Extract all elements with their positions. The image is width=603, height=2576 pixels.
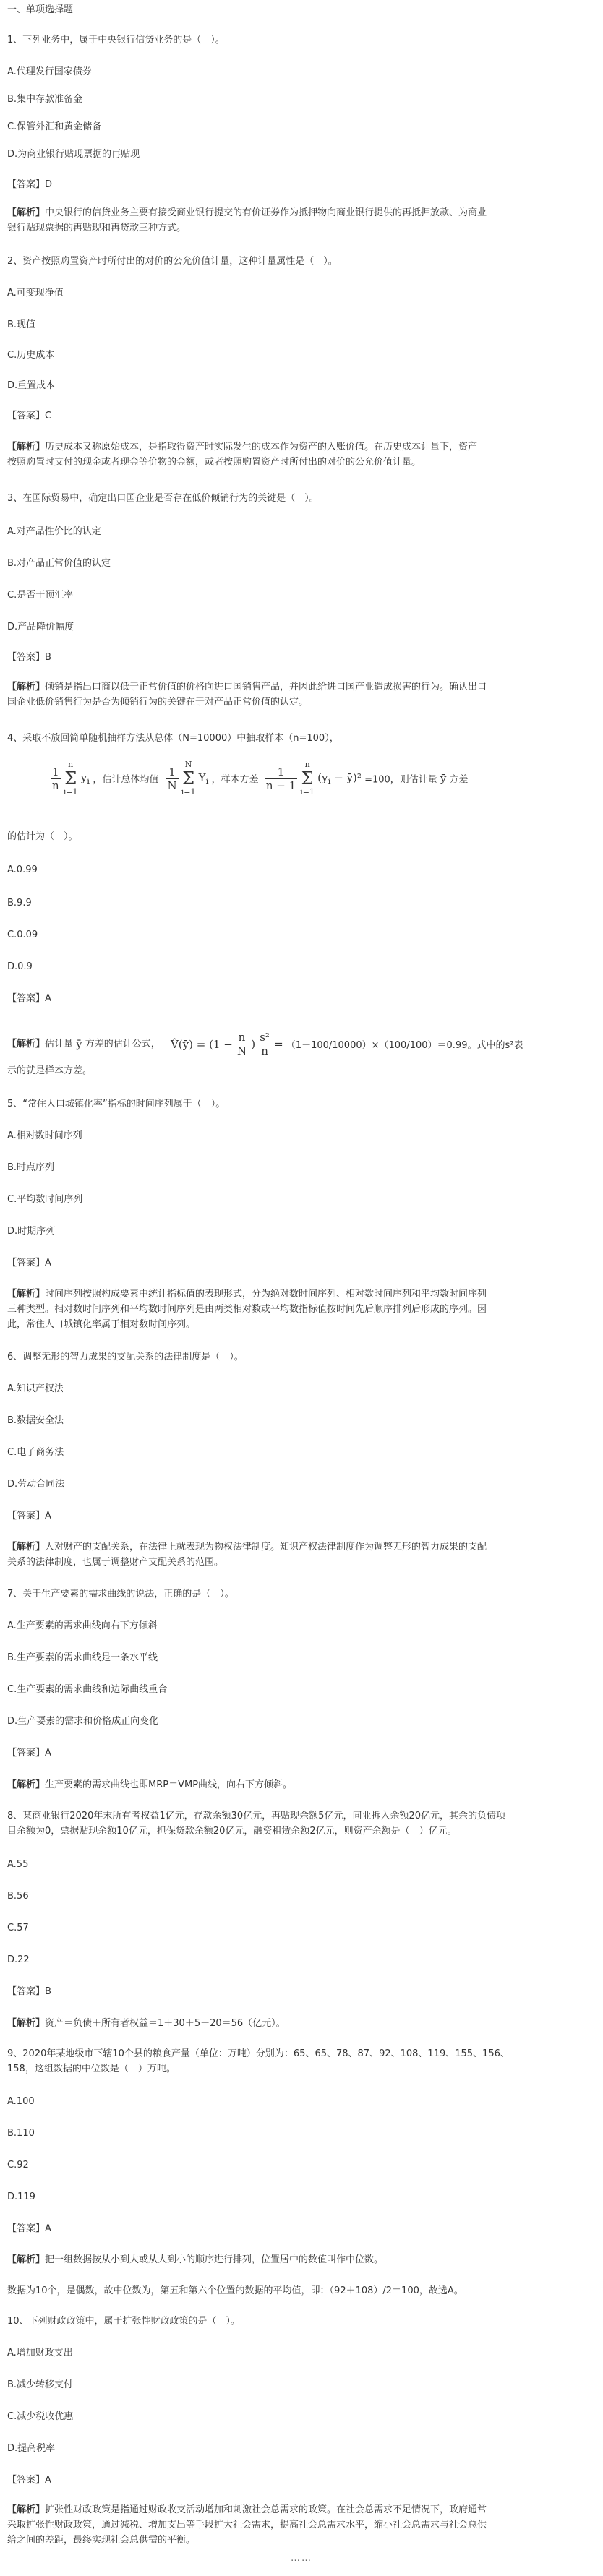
question-5-option-c: C.平均数时间序列 bbox=[7, 1194, 83, 1205]
analysis-text: 历史成本又称原始成本，是指取得资产时实际发生的成本作为资产的入账价值。在历史成本计量下，资产 bbox=[45, 442, 478, 452]
question-6-option-d: D.劳动合同法 bbox=[7, 1479, 65, 1490]
analysis-text: 把一组数据按从小到大或从大到小的顺序进行排列，位置居中的数值叫作中位数。 bbox=[45, 2254, 384, 2265]
sigma-sum: N Σ i=1 bbox=[181, 760, 196, 797]
question-9-analysis-cont: 数据为10个，是偶数，故中位数为，第五和第六个位置的数据的平均值，即：（92＋108）/2＝100，故选A。 bbox=[7, 2285, 463, 2296]
question-1-stem: 1、下列业务中，属于中央银行信贷业务的是（ ）。 bbox=[7, 35, 225, 46]
analysis-tag: 【解析】 bbox=[7, 1289, 46, 1300]
question-1-option-c: C.保管外汇和黄金储备 bbox=[7, 121, 102, 132]
analysis-tag: 【解析】 bbox=[7, 682, 46, 692]
section-title: 一、单项选择题 bbox=[7, 4, 74, 15]
question-10-option-c: C.减少税收优惠 bbox=[7, 2411, 74, 2422]
question-6-option-c: C.电子商务法 bbox=[7, 1447, 64, 1458]
question-9-option-d: D.119 bbox=[7, 2191, 35, 2202]
analysis-tag: 【解析】 bbox=[7, 2018, 46, 2029]
formula-text-3: =100，则估计量 bbox=[364, 774, 437, 786]
question-1-option-a: A.代理发行国家债券 bbox=[7, 66, 92, 77]
question-1-analysis bbox=[7, 206, 596, 220]
question-9-option-b: B.110 bbox=[7, 2128, 35, 2139]
question-10-analysis bbox=[7, 2503, 596, 2517]
analysis-tag: 【解析】 bbox=[7, 1542, 46, 1553]
question-3-stem: 3、在国际贸易中，确定出口国企业是否存在低价倾销行为的关键是（ ）。 bbox=[7, 493, 319, 504]
question-6-option-a: A.知识产权法 bbox=[7, 1383, 64, 1394]
question-10-analysis-cont: 采取扩张性财政政策，通过减税、增加支出等手段扩大社会需求，提高社会总需求水平，缩小社会总需求与社会总供 bbox=[7, 2520, 487, 2530]
question-4-option-c: C.0.09 bbox=[7, 929, 38, 940]
question-4-answer: 【答案】A bbox=[7, 993, 51, 1004]
analysis-text: 方差的估计公式， bbox=[85, 1039, 161, 1049]
formula-text-2: ，样本方差 bbox=[211, 774, 259, 786]
question-4-analysis-cont: 示的就是样本方差。 bbox=[7, 1065, 93, 1076]
fraction-one-over-n: $\frac{1}{n}$ bbox=[52, 765, 59, 792]
question-2-option-c: C.历史成本 bbox=[7, 350, 55, 361]
question-10-stem: 10、下列财政政策中，属于扩张性财政政策的是（ ）。 bbox=[7, 2316, 241, 2327]
question-4-option-b: B.9.9 bbox=[7, 898, 32, 909]
fraction-one-over-n-minus-1: $\frac{1}{n - 1}$ bbox=[265, 765, 296, 792]
analysis-tag: 【解析】 bbox=[7, 1039, 46, 1049]
question-4-stem-tail: 的估计为（ ）。 bbox=[7, 831, 78, 842]
analysis-text: 人对财产的支配关系，在法律上就表现为物权法律制度。知识产权法律制度作为调整无形的智力成果的支配 bbox=[45, 1542, 487, 1553]
question-3-option-c: C.是否干预汇率 bbox=[7, 590, 74, 601]
question-6-stem: 6、调整无形的智力成果的支配关系的法律制度是（ ）。 bbox=[7, 1352, 244, 1362]
question-10-answer: 【答案】A bbox=[7, 2475, 51, 2486]
question-2-answer: 【答案】C bbox=[7, 411, 52, 421]
question-4-option-a: A.0.99 bbox=[7, 864, 38, 875]
question-10-option-a: A.增加财政支出 bbox=[7, 2348, 73, 2358]
sigma-sum: n Σ i=1 bbox=[300, 760, 315, 797]
question-9-option-a: A.100 bbox=[7, 2096, 35, 2107]
question-4-analysis: 【解析】估计量 ȳ 方差的估计公式， V̂(ȳ) = (1 − $\frac{n}{N}$ ) $\frac{\text{s²}}{n}$ = （1－100/10000）×（100/100）＝0.99。式中的s²表 bbox=[7, 1031, 523, 1057]
question-2-option-d: D.重置成本 bbox=[7, 380, 56, 391]
question-1-option-d: D.为商业银行贴现票据的再贴现 bbox=[7, 149, 140, 160]
question-3-option-a: A.对产品性价比的认定 bbox=[7, 526, 101, 537]
analysis-text: 资产＝负债＋所有者权益＝1＋30＋5＋20＝56（亿元）。 bbox=[45, 2018, 286, 2029]
fraction-s2-over-n: $\frac{\text{s²}}{n}$ bbox=[260, 1031, 270, 1057]
question-8-stem-cont: 目余额为0，票据贴现余额10亿元，担保贷款余额20亿元，融资租赁余额2亿元，则资产余额是（ ）亿元。 bbox=[7, 1826, 457, 1837]
question-6-analysis-cont: 关系的法律制度，也属于调整财产支配关系的范围。 bbox=[7, 1557, 224, 1568]
question-9-option-c: C.92 bbox=[7, 2160, 29, 2171]
question-7-stem: 7、关于生产要素的需求曲线的说法，正确的是（ ）。 bbox=[7, 1589, 234, 1600]
question-6-option-b: B.数据安全法 bbox=[7, 1415, 64, 1426]
question-8-option-a: A.55 bbox=[7, 1859, 29, 1870]
formula-text-4: 方差 bbox=[449, 774, 469, 786]
analysis-tag: 【解析】 bbox=[7, 2504, 46, 2515]
question-7-option-c: C.生产要素的需求曲线和边际曲线重合 bbox=[7, 1684, 168, 1695]
question-9-answer: 【答案】A bbox=[7, 2223, 51, 2234]
question-7-option-a: A.生产要素的需求曲线向右下方倾斜 bbox=[7, 1620, 158, 1631]
question-1-answer: 【答案】D bbox=[7, 179, 53, 190]
question-4-stem: 4、采取不放回简单随机抽样方法从总体（N=10000）中抽取样本（n=100）， bbox=[7, 733, 339, 744]
question-6-answer: 【答案】A bbox=[7, 1511, 51, 1521]
question-7-option-b: B.生产要素的需求曲线是一条水平线 bbox=[7, 1652, 158, 1663]
question-5-answer: 【答案】A bbox=[7, 1258, 51, 1268]
fraction-one-over-N: $\frac{1}{N}$ bbox=[167, 765, 177, 792]
question-4-option-d: D.0.9 bbox=[7, 961, 33, 972]
question-1-option-b: B.集中存款准备金 bbox=[7, 94, 83, 105]
question-8-analysis bbox=[7, 2017, 596, 2031]
question-4-formula: $\frac{1}{n}$ n Σ i=1 $y_i$ ，估计总体均值 $\frac{1}{N}$ N Σ i=1 $Y_i$ ，样本方差 $\frac{1}{n - 1}$ n Σ i=1 ($y_i$ − ȳ)² =100，则估计量 ȳ 方差 bbox=[52, 760, 469, 797]
question-5-analysis-cont: 三种类型。相对数时间序列和平均数时间序列是由两类相对数或平均数指标值按时间先后顺序排列后形成的序列。因 bbox=[7, 1304, 487, 1315]
analysis-text: 估计量 bbox=[45, 1039, 74, 1049]
question-7-answer: 【答案】A bbox=[7, 1748, 51, 1759]
question-10-option-d: D.提高税率 bbox=[7, 2443, 56, 2454]
analysis-tag: 【解析】 bbox=[7, 2254, 46, 2265]
question-9-analysis bbox=[7, 2253, 596, 2267]
question-7-option-d: D.生产要素的需求和价格成正向变化 bbox=[7, 1716, 159, 1727]
question-3-analysis bbox=[7, 680, 596, 695]
question-3-option-b: B.对产品正常价值的认定 bbox=[7, 558, 111, 569]
question-1-analysis-cont: 银行贴现票据的再贴现和再贷款三种方式。 bbox=[7, 223, 187, 233]
question-8-option-b: B.56 bbox=[7, 1891, 29, 1902]
question-5-option-a: A.相对数时间序列 bbox=[7, 1130, 82, 1141]
analysis-text: 扩张性财政政策是指通过财政收支活动增加和刺激社会总需求的政策。在社会总需求不足情况下，政府通常 bbox=[45, 2504, 487, 2515]
continuation-dots: …… bbox=[291, 2553, 312, 2564]
question-8-option-c: C.57 bbox=[7, 1923, 29, 1933]
question-5-option-b: B.时点序列 bbox=[7, 1162, 55, 1173]
question-8-answer: 【答案】B bbox=[7, 1986, 51, 1997]
question-5-stem: 5、“常住人口城镇化率”指标的时间序列属于（ ）。 bbox=[7, 1099, 226, 1109]
question-9-stem: 9、2020年某地级市下辖10个县的粮食产量（单位：万吨）分别为：65、65、78、87、92、108、119、155、156、 bbox=[7, 2048, 510, 2059]
question-2-analysis bbox=[7, 440, 596, 455]
sigma-sum: n Σ i=1 bbox=[63, 760, 78, 797]
analysis-tag: 【解析】 bbox=[7, 1779, 46, 1790]
question-2-option-b: B.现值 bbox=[7, 319, 36, 330]
analysis-text: 倾销是指出口商以低于正常价值的价格向进口国销售产品，并因此给进口国产业造成损害的行为。确认出口 bbox=[45, 682, 487, 692]
question-5-analysis bbox=[7, 1287, 596, 1302]
analysis-calc: （1－100/10000）×（100/100）＝0.99。式中的s²表 bbox=[286, 1040, 523, 1051]
analysis-text: 生产要素的需求曲线也即MRP＝VMP曲线，向右下方倾斜。 bbox=[45, 1779, 293, 1790]
question-8-stem: 8、某商业银行2020年末所有者权益1亿元，存款余额30亿元，再贴现余额5亿元，同业拆入余额20亿元，其余的负债项 bbox=[7, 1811, 505, 1821]
question-2-stem: 2、资产按照购置资产时所付出的对价的公允价值计量，这种计量属性是（ ）。 bbox=[7, 256, 338, 267]
question-10-analysis-cont: 给之间的差距，最终实现社会总供需的平衡。 bbox=[7, 2535, 196, 2546]
question-3-option-d: D.产品降价幅度 bbox=[7, 622, 74, 632]
question-3-analysis-cont: 国企业低价销售行为是否为倾销行为的关键在于对产品正常价值的认定。 bbox=[7, 697, 309, 708]
question-6-analysis bbox=[7, 1540, 596, 1555]
question-10-option-b: B.减少转移支付 bbox=[7, 2379, 74, 2390]
question-2-analysis-cont: 按照购置时支付的现金或者现金等价物的金额，或者按照购置资产时所付出的对价的公允价值计量。 bbox=[7, 457, 422, 468]
question-5-option-d: D.时期序列 bbox=[7, 1226, 56, 1237]
analysis-text: 时间序列按照构成要素中统计指标值的表现形式，分为绝对数时间序列、相对数时间序列和平均数时间序列 bbox=[45, 1289, 487, 1300]
question-8-option-d: D.22 bbox=[7, 1954, 30, 1965]
formula-text-1: ，估计总体均值 bbox=[93, 774, 159, 786]
analysis-tag: 【解析】 bbox=[7, 207, 46, 218]
question-2-option-a: A.可变现净值 bbox=[7, 288, 64, 299]
question-3-answer: 【答案】B bbox=[7, 652, 51, 663]
analysis-tag: 【解析】 bbox=[7, 442, 46, 452]
question-7-analysis bbox=[7, 1778, 596, 1793]
fraction-n-over-N: $\frac{n}{N}$ bbox=[236, 1031, 247, 1057]
analysis-text: 中央银行的信贷业务主要有接受商业银行提交的有价证券作为抵押物向商业银行提供的再抵押放款、为商业 bbox=[45, 207, 487, 218]
question-9-stem-cont: 158，这组数据的中位数是（ ）万吨。 bbox=[7, 2064, 176, 2074]
question-5-analysis-cont: 此，常住人口城镇化率属于相对数时间序列。 bbox=[7, 1319, 196, 1330]
